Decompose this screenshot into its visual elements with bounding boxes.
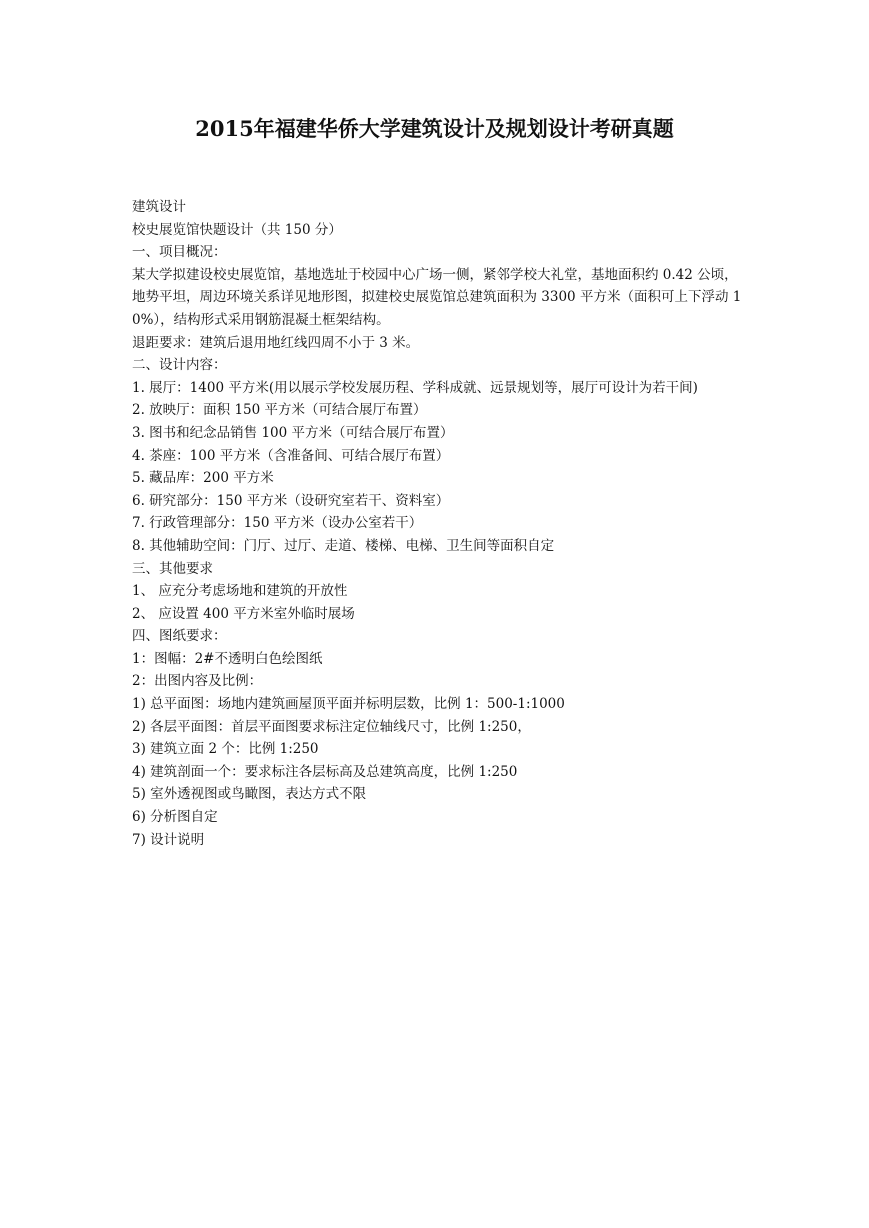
list-item: 5. 藏品库：200 平方米 xyxy=(132,470,274,487)
list-item: 3. 图书和纪念品销售 100 平方米（可结合展厅布置） xyxy=(132,424,454,441)
setback-requirement: 退距要求：建筑后退用地红线四周不小于 3 米。 xyxy=(132,334,420,351)
list-item: 2. 放映厅：面积 150 平方米（可结合展厅布置） xyxy=(132,402,427,419)
list-item: 2) 各层平面图：首层平面图要求标注定位轴线尺寸，比例 1:250， xyxy=(132,718,531,735)
task-title: 校史展览馆快题设计（共 150 分） xyxy=(132,221,342,238)
list-item: 5) 室外透视图或鸟瞰图，表达方式不限 xyxy=(132,786,367,803)
section-heading: 四、图纸要求： xyxy=(132,628,227,645)
list-item: 1、 应充分考虑场地和建筑的开放性 xyxy=(132,583,348,600)
list-item: 4) 建筑剖面一个：要求标注各层标高及总建筑高度，比例 1:250 xyxy=(132,763,518,780)
list-item: 2、 应设置 400 平方米室外临时展场 xyxy=(132,605,355,622)
list-item: 1. 展厅：1400 平方米(用以展示学校发展历程、学科成就、远景规划等，展厅可设计为若干间) xyxy=(132,379,698,396)
list-item: 4. 茶座：100 平方米（含准备间、可结合展厅布置） xyxy=(132,447,450,464)
document-body xyxy=(132,196,744,851)
section-heading: 二、设计内容： xyxy=(132,357,227,374)
section-heading: 一、项目概况： xyxy=(132,244,227,261)
list-item: 7. 行政管理部分：150 平方米（设办公室若干） xyxy=(132,515,423,532)
list-item: 1：图幅：2#不透明白色绘图纸 xyxy=(132,650,323,667)
project-overview-paragraph: 某大学拟建设校史展览馆，基地选址于校园中心广场一侧，紧邻学校大礼堂，基地面积约 0.42 公顷，地势平坦，周边环境关系详见地形图，拟建校史展览馆总建筑面积为 3300 平方米（面积可上下浮动 10%），结构形式采用钢筋混凝土框架结构。 xyxy=(132,266,742,328)
list-item: 1) 总平面图：场地内建筑画屋顶平面并标明层数，比例 1：500-1:1000 xyxy=(132,696,565,713)
list-item: 6. 研究部分：150 平方米（设研究室若干、资料室） xyxy=(132,492,450,509)
list-item: 3) 建筑立面 2 个：比例 1:250 xyxy=(132,741,319,758)
section-heading: 建筑设计 xyxy=(132,199,186,215)
list-item: 2：出图内容及比例： xyxy=(132,673,263,690)
list-item: 7) 设计说明 xyxy=(132,831,205,848)
list-item: 6) 分析图自定 xyxy=(132,809,218,826)
document-title: 2015年福建华侨大学建筑设计及规划设计考研真题 xyxy=(195,116,674,141)
section-heading: 三、其他要求 xyxy=(132,560,213,577)
list-item: 8. 其他辅助空间：门厅、过厅、走道、楼梯、电梯、卫生间等面积自定 xyxy=(132,537,555,554)
